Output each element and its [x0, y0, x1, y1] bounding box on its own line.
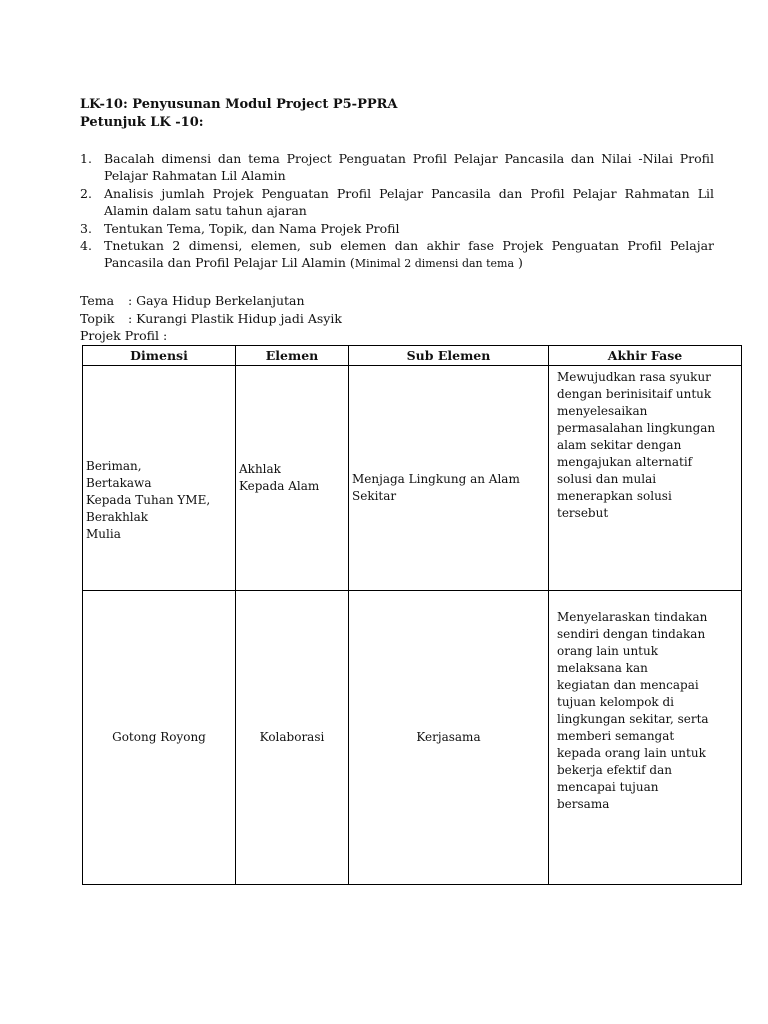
- tema-row: [80, 292, 342, 310]
- cell-dimensi: Gotong Royong: [83, 591, 236, 885]
- item-text-wrapper: [104, 237, 714, 273]
- cell-sub-elemen: Kerjasama: [349, 591, 549, 885]
- table-row: [83, 366, 742, 591]
- item-text: Tentukan Tema, Topik, dan Nama Projek Profil: [104, 220, 400, 236]
- cell-dimensi: Beriman, Bertakawa Kepada Tuhan YME, Berakhlak Mulia: [83, 366, 236, 591]
- item-number: 4.: [80, 238, 92, 254]
- list-item: [80, 185, 714, 220]
- header-dimensi: Dimensi: [83, 346, 236, 366]
- tema-value: : Gaya Hidup Berkelanjutan: [128, 293, 305, 308]
- instruction-list: [80, 150, 714, 273]
- header-akhir-fase: Akhir Fase: [549, 346, 742, 366]
- item-note: Minimal 2 dimensi dan tema: [354, 257, 515, 271]
- cell-sub-elemen: Menjaga Lingkung an Alam Sekitar: [349, 366, 549, 591]
- item-close: ): [514, 255, 523, 271]
- list-item: [80, 237, 714, 273]
- topik-label: Topik: [80, 310, 115, 326]
- item-text: Analisis jumlah Projek Penguatan Profil Pelajar Pancasila dan Profil Pelajar Rahmatan Lil Alamin dalam satu tahun ajaran: [104, 185, 714, 219]
- item-number: 1.: [80, 151, 92, 166]
- item-number: 3.: [80, 220, 92, 236]
- item-text: Tnetukan 2 dimensi, elemen, sub elemen dan akhir fase Projek Penguatan Profil Pelajar Pancasila dan Profil Pelajar Lil Alamin (: [104, 238, 714, 271]
- topik-value: : Kurangi Plastik Hidup jadi Asyik: [128, 310, 342, 326]
- table-row: [83, 591, 742, 885]
- list-item: [80, 150, 714, 185]
- profile-table: [82, 345, 742, 885]
- header-elemen: Elemen: [236, 346, 349, 366]
- cell-elemen: Kolaborasi: [236, 591, 349, 885]
- cell-akhir-fase: Mewujudkan rasa syukur dengan berinisitaif untuk menyelesaikan permasalahan lingkungan alam sekitar dengan mengajukan alternatif solusi dan mulai menerapkan solusi tersebut: [549, 366, 742, 591]
- cell-elemen: Akhlak Kepada Alam: [236, 366, 349, 591]
- cell-akhir-fase: Menyelaraskan tindakan sendiri dengan tindakan orang lain untuk melaksana kan kegiatan dan mencapai tujuan kelompok di lingkungan sekitar, serta memberi semangat kepada orang lain untuk bekerja efektif dan mencapai tujuan bersama: [549, 591, 742, 885]
- table-header-row: [83, 346, 742, 366]
- list-item: [80, 220, 714, 237]
- item-number: 2.: [80, 185, 92, 201]
- project-meta: [80, 292, 342, 345]
- document-title: LK-10: Penyusunan Modul Project P5-PPRA: [80, 97, 398, 112]
- projek-profil-label: Projek Profil :: [80, 328, 168, 343]
- instructions-heading: Petunjuk LK -10:: [80, 115, 204, 130]
- item-text: Bacalah dimensi dan tema Project Penguatan Profil Pelajar Pancasila dan Nilai -Nilai Profil Pelajar Rahmatan Lil Alamin: [104, 151, 714, 184]
- topik-row: [80, 310, 342, 328]
- tema-label: Tema: [80, 293, 115, 308]
- header-sub-elemen: Sub Elemen: [349, 346, 549, 366]
